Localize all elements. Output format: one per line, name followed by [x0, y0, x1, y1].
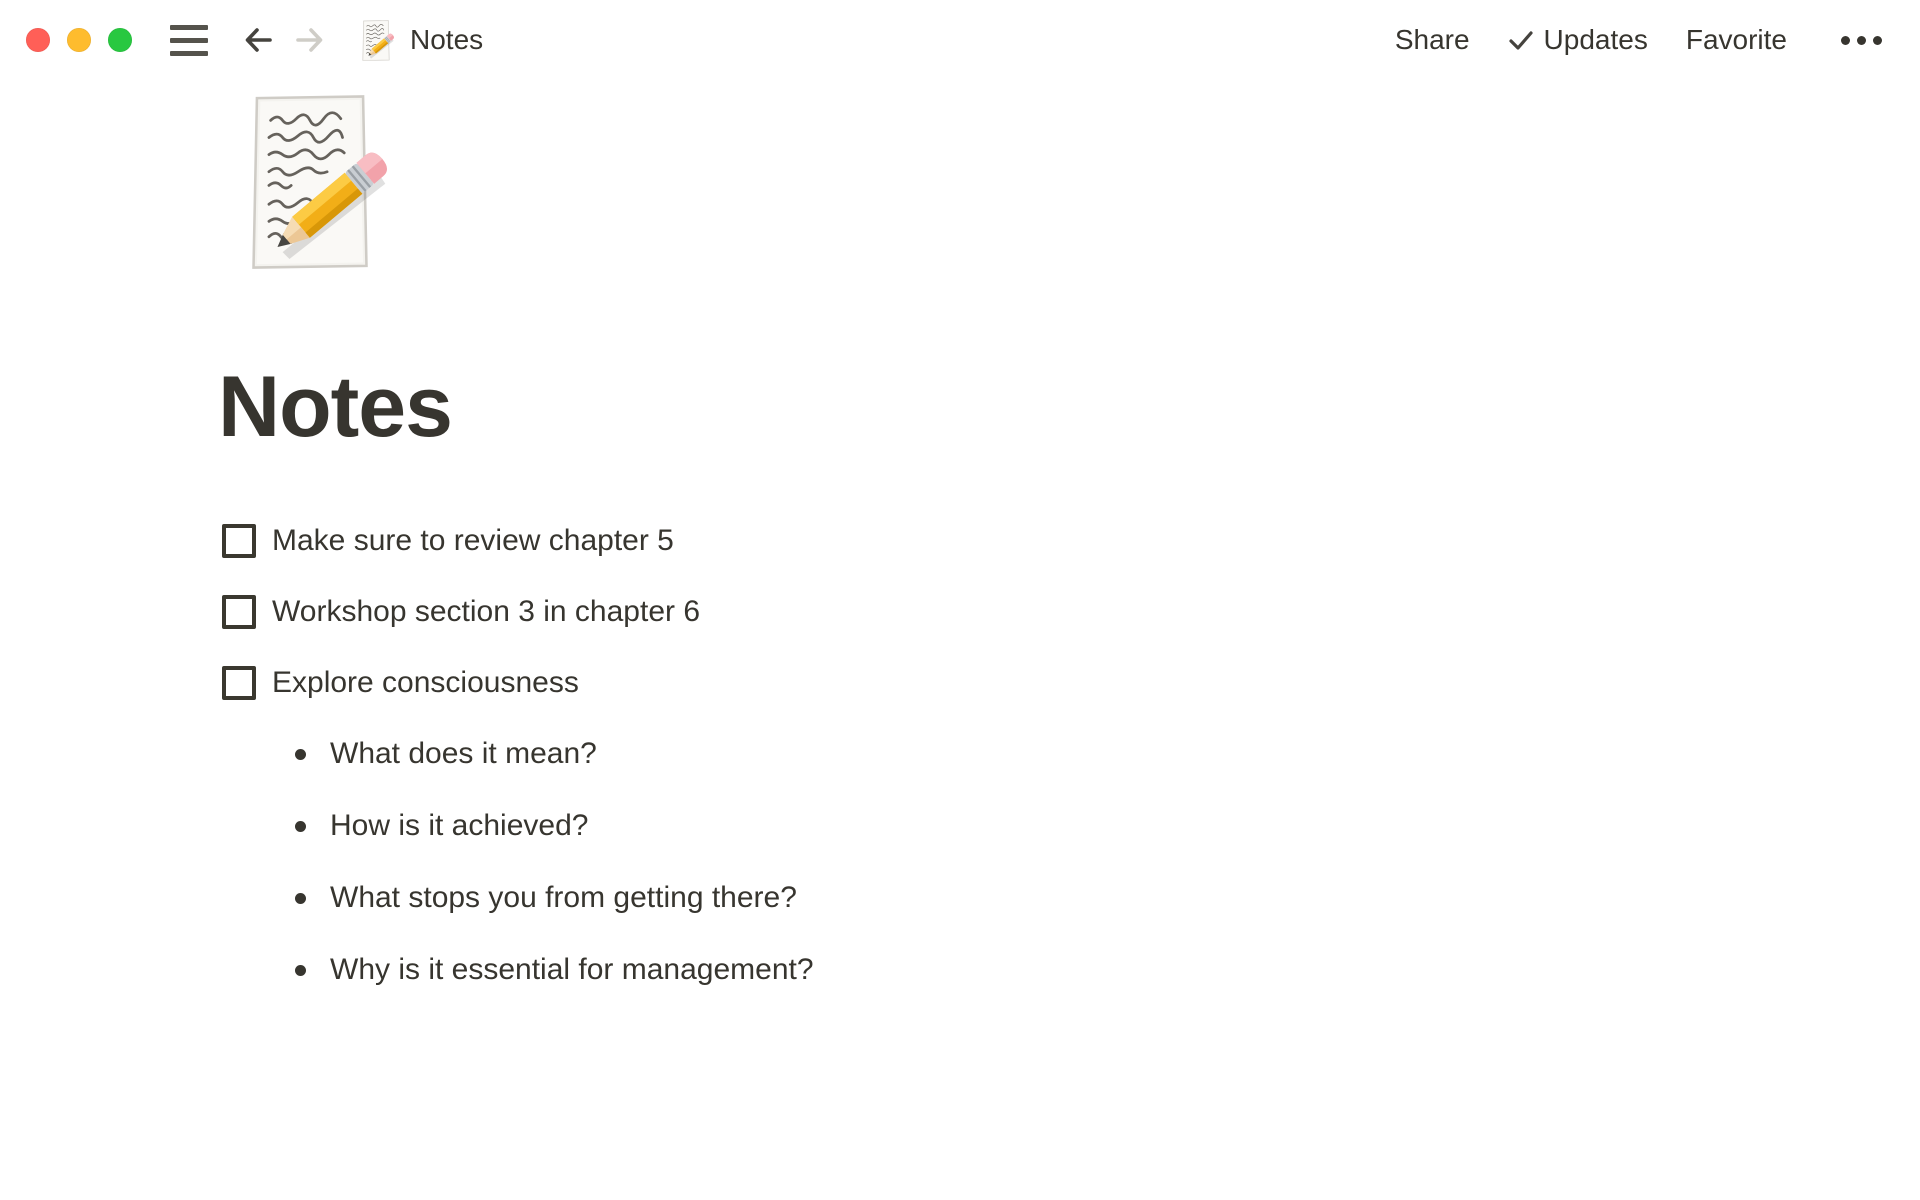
sidebar-menu-icon[interactable] [170, 25, 208, 56]
hamburger-bar [170, 25, 208, 30]
updates-button-label: Updates [1543, 24, 1648, 55]
breadcrumb-page-title[interactable]: Notes [410, 24, 484, 55]
bullet-icon [295, 893, 306, 904]
todo-label[interactable]: Workshop section 3 in chapter 6 [272, 595, 701, 628]
minimize-window-button[interactable] [67, 28, 91, 52]
todo-checkbox[interactable] [222, 595, 256, 629]
ellipsis-dot [1841, 36, 1850, 45]
bullet-icon [295, 749, 306, 760]
share-button[interactable]: Share [1394, 24, 1470, 55]
updates-button[interactable] [1506, 24, 1648, 56]
todo-item [218, 590, 1920, 634]
todo-label[interactable]: Explore consciousness [272, 666, 579, 699]
back-icon[interactable] [240, 21, 278, 59]
page-title[interactable]: Notes [218, 359, 452, 455]
page-memo-icon[interactable] [224, 93, 396, 271]
bullet-list [218, 732, 1920, 992]
bullet-label[interactable]: What stops you from getting there? [330, 881, 797, 914]
todo-checkbox[interactable] [222, 666, 256, 700]
traffic-lights [26, 28, 132, 52]
bullet-icon [295, 821, 306, 832]
ellipsis-dot [1857, 36, 1866, 45]
todo-label[interactable]: Make sure to review chapter 5 [272, 524, 674, 557]
todo-checkbox[interactable] [222, 524, 256, 558]
favorite-button[interactable]: Favorite [1685, 24, 1787, 55]
forward-icon[interactable] [290, 21, 328, 59]
more-options-icon[interactable] [1839, 30, 1884, 51]
page-content [0, 93, 1920, 992]
list-item [218, 948, 1920, 992]
bullet-label[interactable]: What does it mean? [330, 737, 597, 770]
zoom-window-button[interactable] [108, 28, 132, 52]
list-item [218, 804, 1920, 848]
bullet-label[interactable]: How is it achieved? [330, 809, 589, 842]
todo-list [218, 519, 1920, 705]
ellipsis-dot [1873, 36, 1882, 45]
checkmark-icon [1506, 25, 1536, 55]
list-item [218, 876, 1920, 920]
todo-item [218, 661, 1920, 705]
list-item [218, 732, 1920, 776]
close-window-button[interactable] [26, 28, 50, 52]
hamburger-bar [170, 51, 208, 56]
memo-icon [356, 18, 396, 63]
todo-item [218, 519, 1920, 563]
hamburger-bar [170, 38, 208, 43]
bullet-icon [295, 965, 306, 976]
window-titlebar [0, 0, 1920, 80]
bullet-label[interactable]: Why is it essential for management? [330, 953, 814, 986]
